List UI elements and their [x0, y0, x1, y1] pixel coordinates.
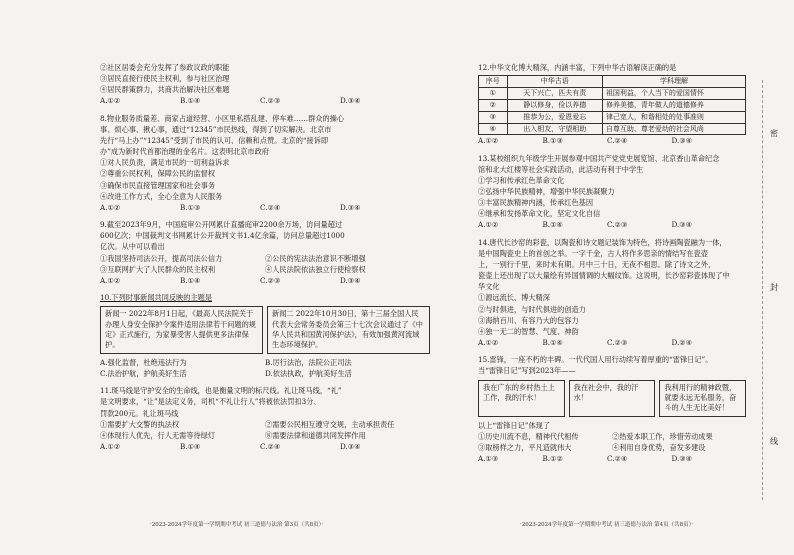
answer-options — [478, 135, 746, 146]
table-cell: 推恭为公，爱恩爱忘 — [507, 111, 602, 123]
option-line: ①源远流长、博大精深 — [478, 293, 550, 303]
question-14 — [478, 237, 746, 349]
option-a[interactable]: A.①② — [100, 275, 121, 285]
option-line: ②尊重公民权利，保障公民的监督权 — [100, 169, 216, 179]
option-b[interactable]: B.①④ — [542, 338, 563, 348]
column-header: 中华古语 — [507, 76, 602, 88]
table-cell: ③ — [479, 111, 508, 123]
question-text: 9.截至2023年9月，中国庭审公开网累计直播庭审2200余万场，访问量超过 — [100, 220, 343, 230]
option-line: ②热爱本职工作，珍惜劳动成果 — [612, 431, 713, 441]
question-text: 12.中华文化博大精深，内涵丰富，下列中华古语解读正确的是 — [478, 63, 677, 72]
answer-options — [100, 95, 430, 106]
question-text: 11.斑马线是守护安全的生命线，也是衡量文明的标尺线。礼让斑马线，“礼” — [100, 386, 342, 396]
option-d[interactable]: D.②④ — [671, 338, 693, 348]
answer-options — [478, 219, 746, 230]
question-13 — [478, 153, 746, 231]
option-b[interactable]: B.①④ — [542, 220, 563, 230]
question-text: 是中国陶瓷史上的首创之举。一字千金，古人将作多思亲的情结写在瓷壶 — [478, 248, 709, 258]
option-line: ①对人民负责，满足市民的一切利益诉求 — [100, 158, 230, 168]
table-cell: 出入相友，守望相助 — [507, 123, 602, 135]
news-box-2: 新闻二 2022年10月30日，第十三届全国人民代表大会常务委员会第三十七次会议通过了《中华人民共和国黄河保护法》，有效加强黄河流域生态环境保护。 — [267, 306, 430, 354]
answer-options — [100, 275, 430, 286]
option-a[interactable]: A.①② — [100, 96, 121, 106]
option-c[interactable]: C.法治护航，护航美好生活 — [100, 369, 187, 379]
question-text: 罚款200元。礼让斑马线 — [100, 408, 179, 418]
option-d[interactable]: D.③④ — [340, 275, 361, 285]
diary-box-2: 我在社会中，我的汗水！ — [569, 380, 656, 417]
option-c[interactable]: C.②④ — [607, 136, 628, 146]
option-row — [100, 264, 430, 275]
page-footer-left: ·2023-2024学年度第一学期期中考试 初三道德与法治 第3页（共8页）· — [150, 522, 324, 528]
table-cell: 天下兴亡，匹夫有责 — [507, 88, 602, 100]
binding-line — [762, 80, 763, 500]
option-a[interactable]: A.①② — [100, 202, 121, 212]
option-a[interactable]: A.强化监督，杜绝违法行为 — [100, 357, 187, 367]
option-line: ④体现行人优先，行人无需等待绿灯 — [100, 430, 216, 440]
option-b[interactable]: B.①④ — [180, 275, 201, 285]
option-line: ④继承和发扬革命文化，坚定文化自信 — [478, 209, 601, 219]
question-text: 办”成为新时代首都治理的金名片。这表明北京市政府 — [100, 147, 269, 157]
question-15 — [478, 354, 746, 464]
option-line: ①历史川流不息，精神代代相传 — [478, 431, 579, 441]
option-a[interactable]: A.①② — [100, 441, 121, 451]
question-text: 先行“马上办”“12345”受到了市民的认可、信赖和点赞。北京的“接诉即 — [100, 135, 329, 145]
question-text: 事、烦心事、揪心事，通过“12345”市民热线，得到了切实解决。北京市 — [100, 124, 332, 134]
question-12 — [478, 62, 746, 147]
option-line: ②公民的宪法法治意识不断增强 — [265, 253, 366, 263]
option-line: ②社区居委会充分发挥了参政议政的职能 — [100, 63, 230, 72]
question-text: 馆和北大红楼等社会实践活动，此活动有利于中学生 — [478, 164, 644, 174]
option-a[interactable]: A.①③ — [478, 454, 499, 464]
option-c[interactable]: C.②④ — [260, 441, 281, 451]
option-line: ⑧需要法律和道德共同发挥作用 — [265, 430, 366, 440]
option-line: ③丰富民族精神内涵，传承红色基因 — [478, 198, 594, 208]
diary-boxes — [478, 380, 746, 417]
option-b[interactable]: B.厉行法治，法院公正司法 — [265, 357, 352, 367]
option-row — [100, 357, 430, 368]
table-row — [479, 99, 746, 111]
question-text: 8.物业服务质量差、商家占道经营、小区里私搭乱建、停车难……群众的操心 — [100, 113, 345, 123]
option-line: ②与时俱进，与时代俱进的创造力 — [478, 304, 586, 314]
answer-options — [100, 441, 430, 452]
option-line: ①我国坚持司法公开，提高司法公信力 — [100, 253, 223, 263]
question-text: 10.下列时事新闻共同反映的主题是 — [100, 292, 213, 302]
option-line: ④居民群策群力，共商共治解决社区难题 — [100, 85, 230, 95]
option-b[interactable]: B.①③ — [180, 202, 201, 212]
option-line: ①需要扩大交警的执法权 — [100, 419, 180, 429]
right-page — [478, 62, 746, 464]
question-text: 15.雷锋，一座不朽的丰碑。一代代国人用行动续写着厚重的“雷锋日记”。 — [478, 355, 713, 365]
question-text: 当“雷锋日记”写到2023年—— — [478, 366, 576, 376]
table-cell: 修养美德，青年做人的道德修养 — [602, 99, 745, 111]
option-line: ②需要公民相互遵守交规，主动承担责任 — [265, 419, 395, 429]
option-row — [100, 430, 430, 441]
question-text: 瓷壶上还出现了以大量绘有异国情调的大幅纹饰。这说明，长沙窑彩瓷体现了中 — [478, 271, 730, 281]
question-text: 上，一别行千里，来时未有期。月中三十日，无夜不相思。除了诗文之外， — [478, 259, 716, 269]
option-a[interactable]: A.①② — [478, 136, 499, 146]
option-d[interactable]: D.依法执政，护航美好生活 — [265, 369, 352, 379]
option-line: ④利用自身优势，奋发多建设 — [612, 443, 706, 453]
option-row — [478, 431, 746, 442]
option-c[interactable]: C.②③ — [607, 220, 628, 230]
option-line: ③取榜样之力，平凡造就伟大 — [478, 443, 572, 453]
option-row — [100, 253, 430, 264]
option-row — [100, 368, 430, 379]
option-line: ④改进工作方式，全心全意为人民服务 — [100, 191, 223, 201]
question-text: 14.唐代长沙窑的彩瓷，以陶瓷和诗文题记装饰为特色，将诗画陶瓷融为一体， — [478, 237, 727, 247]
question-text: 华文化 — [478, 282, 500, 292]
answer-options — [478, 337, 746, 348]
question-9 — [100, 219, 430, 286]
option-a[interactable]: A.①② — [478, 338, 499, 348]
option-row — [478, 442, 746, 453]
question-text: 600亿次；中国裁判文书网累计公开裁判文书1.4亿余篇，访问总量超过1000 — [100, 231, 345, 241]
seal-char: 线 — [770, 437, 778, 446]
option-d[interactable]: D.③④ — [671, 220, 693, 230]
table-cell: ④ — [479, 123, 508, 135]
option-b[interactable]: B.①③ — [542, 136, 563, 146]
table-cell: 自尊互助、尊老爱幼的社会风尚 — [602, 123, 745, 135]
page-footer-right: ·2023-2024学年度第一学期期中考试 初三道德与法治 第4页（共8页）· — [520, 522, 694, 528]
question-text: 以上“雷锋日记”体现了 — [478, 420, 551, 430]
table-row — [479, 123, 746, 135]
question-text: 是文明要求，“让”是法定义务，司机“不礼让行人”将被依法罚扣3分、 — [100, 397, 321, 407]
option-line: ③确保市民直接管理国家和社会事务 — [100, 180, 216, 190]
column-header: 序号 — [479, 76, 508, 88]
diary-box-3: 我利用行的精神政暨，就要永远无私服务，奋斗的人生无比美好！ — [659, 380, 746, 417]
left-page — [100, 62, 430, 452]
question-text: 亿次。从中可以看出 — [100, 242, 165, 252]
answer-options — [478, 453, 746, 464]
option-d[interactable]: D.③④ — [671, 136, 693, 146]
question-text: 13.某校组织九年级学生开展参观中国共产党党史展览馆、北京香山革命纪念 — [478, 153, 720, 163]
question-11 — [100, 385, 430, 452]
culture-table — [478, 75, 746, 135]
option-line: ③海纳百川、有容乃大的包容力 — [478, 315, 579, 325]
option-b[interactable]: B.①④ — [180, 96, 201, 106]
option-d[interactable]: D.③④ — [340, 96, 361, 106]
table-cell: ① — [479, 88, 508, 100]
option-c[interactable]: C.②④ — [607, 454, 628, 464]
option-a[interactable]: A.①② — [478, 220, 499, 230]
option-line: ②弘扬中华民族精神，增强中华民族凝聚力 — [478, 187, 615, 196]
table-row — [479, 88, 746, 100]
option-b[interactable]: B.①④ — [180, 441, 201, 451]
option-row — [100, 419, 430, 430]
answer-options — [100, 202, 430, 213]
column-header: 学科理解 — [602, 76, 745, 88]
question-8 — [100, 113, 430, 213]
table-cell: 律己宽人，和谐相处的处事准则 — [602, 111, 745, 123]
option-d[interactable]: D.③④ — [340, 441, 361, 451]
option-c[interactable]: C.②③ — [260, 275, 281, 285]
option-d[interactable]: D.③④ — [671, 454, 693, 464]
seal-char: 密 — [770, 129, 778, 138]
news-box-1: 新闻一 2022年8月1日起，《最高人民法院关于办理人身安全保护令案件适用法律若干问题的规定》正式施行，为家暴受害人提供更多法律保护。 — [100, 306, 263, 354]
option-b[interactable]: B.①② — [542, 454, 563, 464]
option-line: ①学习和传承红色革命文化 — [478, 175, 565, 185]
table-cell: ② — [479, 99, 508, 111]
option-line: ③居民直接行使民主权利，参与社区治理 — [100, 74, 230, 84]
option-c[interactable]: C.②③ — [607, 338, 628, 348]
seal-char: 封 — [770, 283, 778, 292]
table-row — [479, 111, 746, 123]
option-d[interactable]: D.③④ — [340, 202, 361, 212]
question-10 — [100, 292, 430, 379]
option-c[interactable]: C.②③ — [260, 96, 281, 106]
diary-box-1: 我在广东的乡村热土上工作，我的汗水！ — [478, 380, 565, 417]
news-boxes — [100, 306, 430, 354]
option-line: ③互联网扩大了人民群众的民主权利 — [100, 264, 216, 274]
table-cell: 祖国利益，个人当下的爱国情怀 — [602, 88, 745, 100]
option-line: ④独一无二的智慧、气度、神韵 — [478, 326, 579, 336]
option-line: ④人民法院依法独立行使检察权 — [265, 264, 366, 274]
option-c[interactable]: C.②④ — [260, 202, 281, 212]
table-header — [479, 76, 746, 88]
table-cell: 静以修身，俭以养德 — [507, 99, 602, 111]
